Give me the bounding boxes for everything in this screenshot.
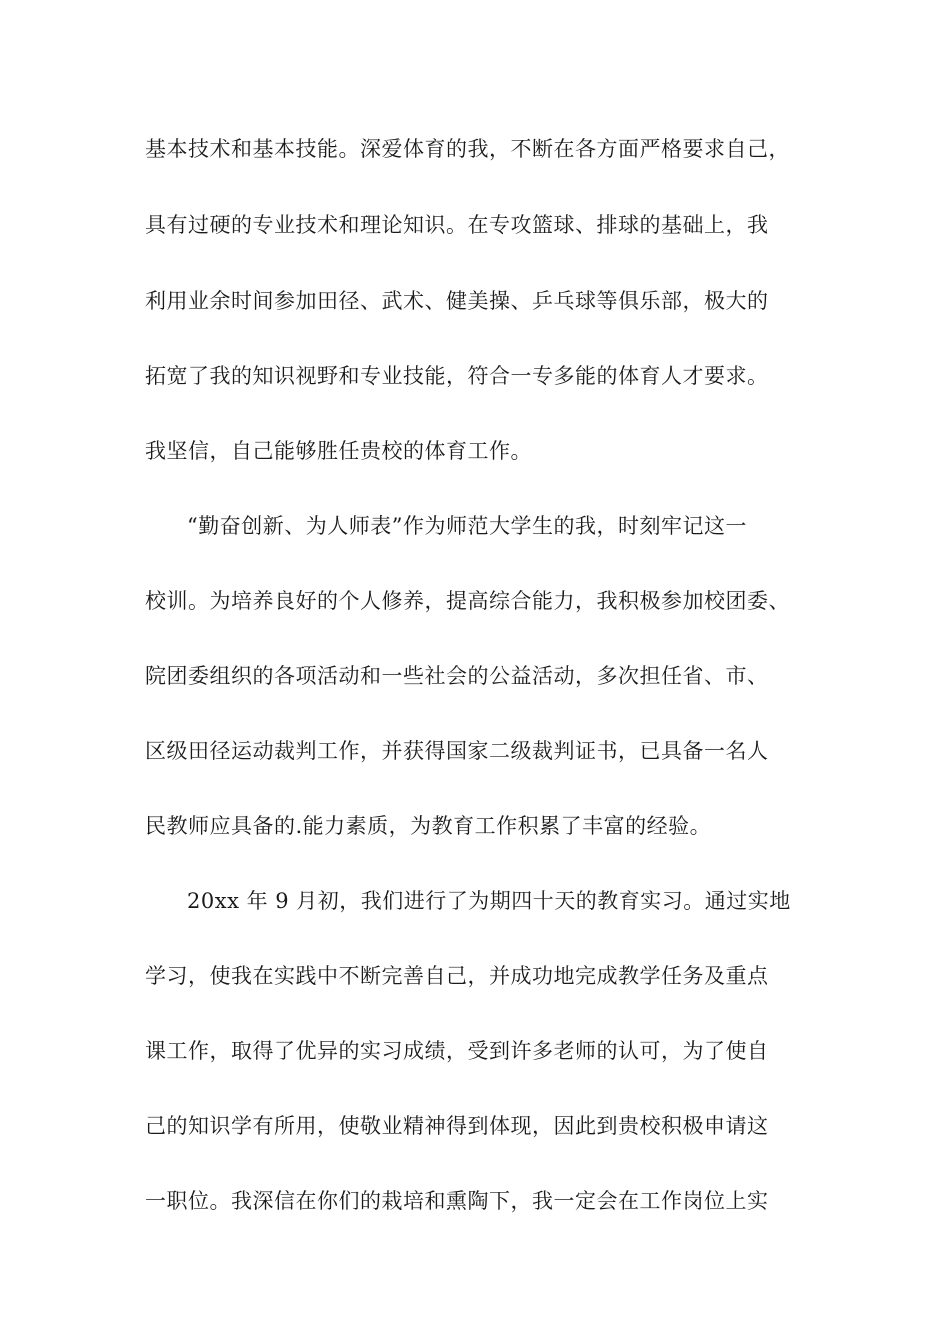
- text-line: 课工作，取得了优异的实习成绩，受到许多老师的认可，为了使自: [145, 1039, 769, 1063]
- paragraph-start-line: “勤奋创新、为人师表”作为师范大学生的我，时刻牢记这一: [187, 514, 747, 538]
- text-line: 学习，使我在实践中不断完善自己，并成功地完成教学任务及重点: [145, 964, 769, 988]
- text-line: 我坚信，自己能够胜任贵校的体育工作。: [145, 439, 532, 463]
- text-line: 校训。为培养良好的个人修养，提高综合能力，我积极参加校团委、: [145, 589, 790, 613]
- text-line: 院团委组织的各项活动和一些社会的公益活动，多次担任省、市、: [145, 664, 769, 688]
- text-line: 区级田径运动裁判工作，并获得国家二级裁判证书，已具备一名人: [145, 739, 769, 763]
- text-line: 具有过硬的专业技术和理论知识。在专攻篮球、排球的基础上，我: [145, 213, 769, 237]
- text-line: 己的知识学有所用，使敬业精神得到体现，因此到贵校积极申请这: [145, 1114, 769, 1138]
- text-line: 拓宽了我的知识视野和专业技能，符合一专多能的体育人才要求。: [145, 364, 769, 388]
- text-line: 利用业余时间参加田径、武术、健美操、乒乓球等俱乐部，极大的: [145, 289, 769, 313]
- text-line: 基本技术和基本技能。深爱体育的我，不断在各方面严格要求自己，: [145, 137, 790, 161]
- text-line: 民教师应具备的.能力素质，为教育工作积累了丰富的经验。: [145, 814, 712, 838]
- text-line: 一职位。我深信在你们的栽培和熏陶下，我一定会在工作岗位上实: [145, 1189, 769, 1213]
- paragraph-start-line: 20xx 年 9 月初，我们进行了为期四十天的教育实习。通过实地: [187, 889, 791, 913]
